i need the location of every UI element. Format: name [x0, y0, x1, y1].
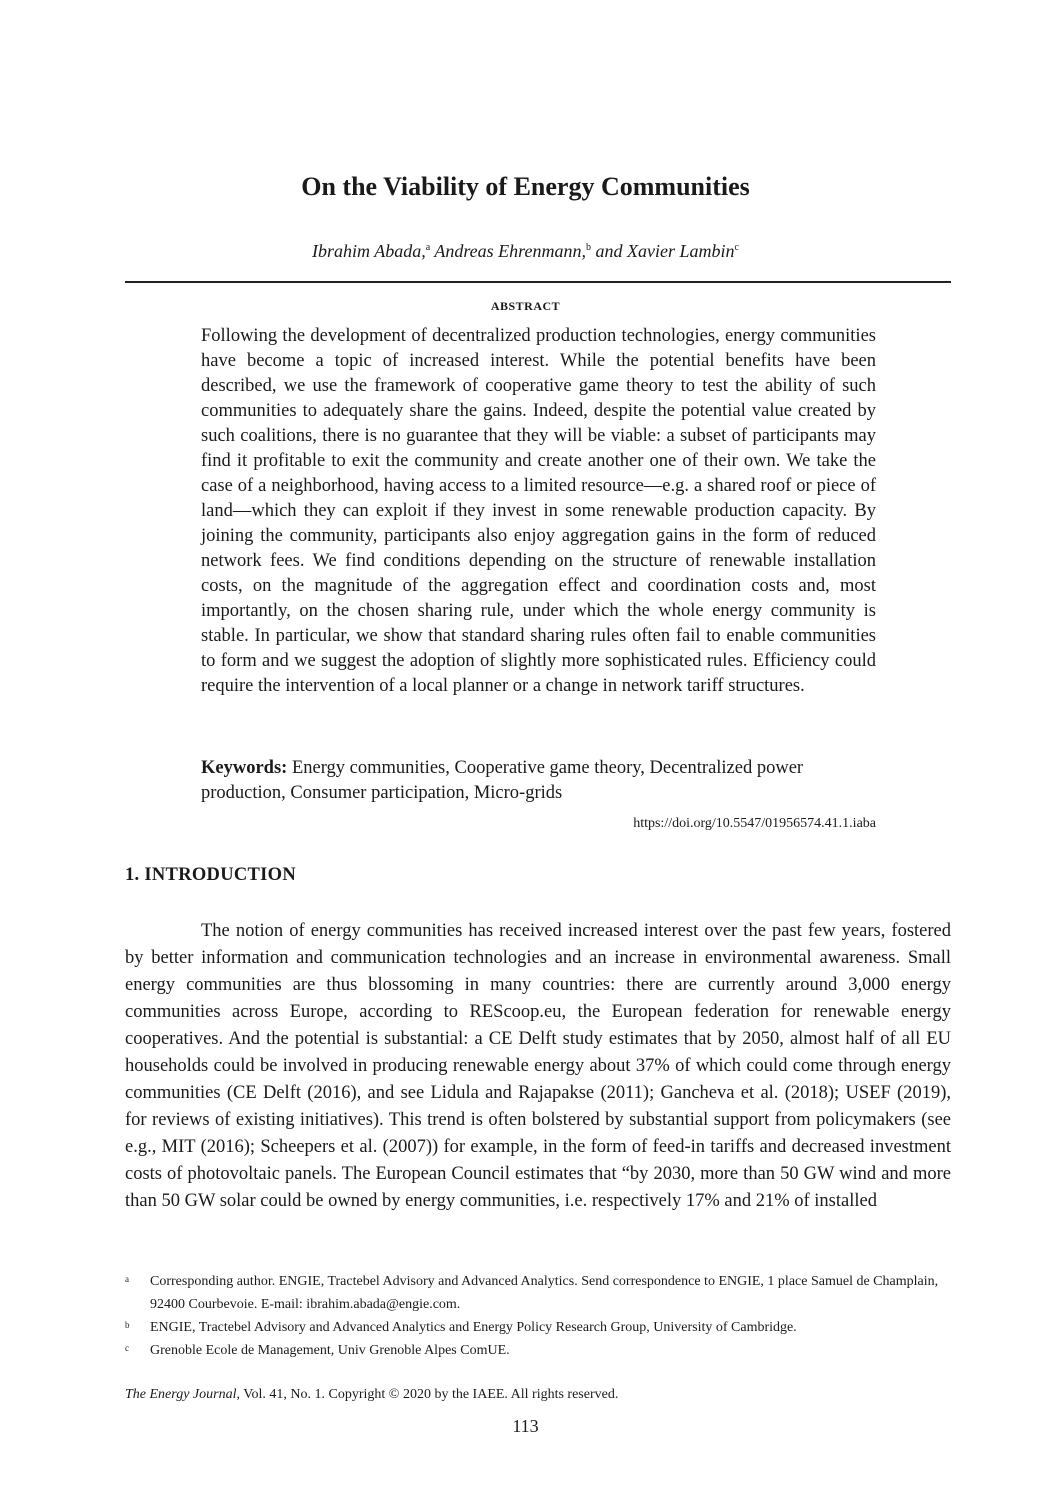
journal-name: The Energy Journal	[125, 1387, 237, 1402]
abstract-body: Following the development of decentralized production technologies, energy communities have become a topic of increased interest. While the potential benefits have been described, we use the framework of cooperative game theory to test the ability of such communities to adequately share the gains. Indeed, despite the potential value created by such coalitions, there is no guarantee that they will be viable: a subset of participants may find it profitable to exit the community and create another one of their own. We take the case of a neighborhood, having access to a limited resource—e.g. a shared roof or piece of land—which they can exploit if they invest in some renewable production capacity. By joining the community, participants also enjoy aggregation gains in the form of reduced network fees. We find conditions depending on the structure of renewable installation costs, on the magnitude of the aggregation effect and coordination costs and, most importantly, on the chosen sharing rule, under which the whole energy community is stable. In particular, we show that standard sharing rules often fail to enable communities to form and we suggest the adoption of slightly more sophisticated rules. Efficiency could require the intervention of a local planner or a change in network tariff structures.	[201, 326, 876, 696]
header-rule	[125, 281, 951, 283]
abstract-heading: ABSTRACT	[490, 299, 561, 313]
author-affiliation-mark: c	[734, 242, 739, 253]
keywords-label: Keywords:	[201, 758, 288, 778]
author-name: Andreas Ehrenmann,	[430, 241, 586, 261]
footnote-mark: b	[125, 1320, 130, 1330]
footnote-mark: a	[125, 1274, 129, 1284]
author-list	[0, 241, 1051, 262]
footnote	[125, 1316, 951, 1339]
footnotes	[125, 1270, 951, 1362]
journal-citation	[125, 1387, 618, 1403]
author-affiliation-mark: a	[425, 242, 431, 253]
footnote-text: Corresponding author. ENGIE, Tractebel Advisory and Advanced Analytics. Send correspondence to ENGIE, 1 place Samuel de Champlain, 92400 Courbevoie. E-mail: ibrahim.abada@engie.com.	[150, 1274, 939, 1312]
doi-link[interactable]: https://doi.org/10.5547/01956574.41.1.iaba	[633, 816, 876, 831]
footnote	[125, 1270, 951, 1316]
footnote-text: Grenoble Ecole de Management, Univ Grenoble Alpes ComUE.	[150, 1343, 510, 1358]
author-name: and Xavier Lambin	[591, 241, 735, 261]
author-name: Ibrahim Abada,	[312, 241, 426, 261]
introduction-paragraph: The notion of energy communities has received increased interest over the past few years, fostered by better information and communication technologies and an increase in environmental awareness. Small energy communities are thus blossoming in many countries: there are currently around 3,000 energy communities across Europe, according to REScoop.eu, the European federation for renewable energy cooperatives. And the potential is substantial: a CE Delft study estimates that by 2050, almost half of all EU households could be involved in producing renewable energy about 37% of which could come through energy communities (CE Delft (2016), and see Lidula and Rajapakse (2011); Gancheva et al. (2018); USEF (2019), for reviews of existing initiatives). This trend is often bolstered by substantial support from policymakers (see e.g., MIT (2016); Scheepers et al. (2007)) for example, in the form of feed-in tariffs and decreased investment costs of photovoltaic panels. The European Council estimates that “by 2030, more than 50 GW wind and more than 50 GW solar could be owned by energy communities, i.e. respectively 17% and 21% of installed	[125, 921, 951, 1211]
footnote-mark: c	[125, 1343, 129, 1353]
footnote-text: ENGIE, Tractebel Advisory and Advanced Analytics and Energy Policy Research Group, University of Cambridge.	[150, 1320, 797, 1335]
author-affiliation-mark: b	[586, 242, 591, 253]
footnote	[125, 1339, 951, 1362]
journal-details: , Vol. 41, No. 1. Copyright © 2020 by the IAEE. All rights reserved.	[236, 1387, 619, 1402]
page-number: 113	[512, 1416, 539, 1436]
paper-title: On the Viability of Energy Communities	[301, 172, 750, 201]
keywords	[201, 756, 876, 806]
section-heading: 1. INTRODUCTION	[125, 865, 297, 885]
keywords-list: Energy communities, Cooperative game theory, Decentralized power production, Consumer participation, Micro-grids	[201, 758, 804, 803]
